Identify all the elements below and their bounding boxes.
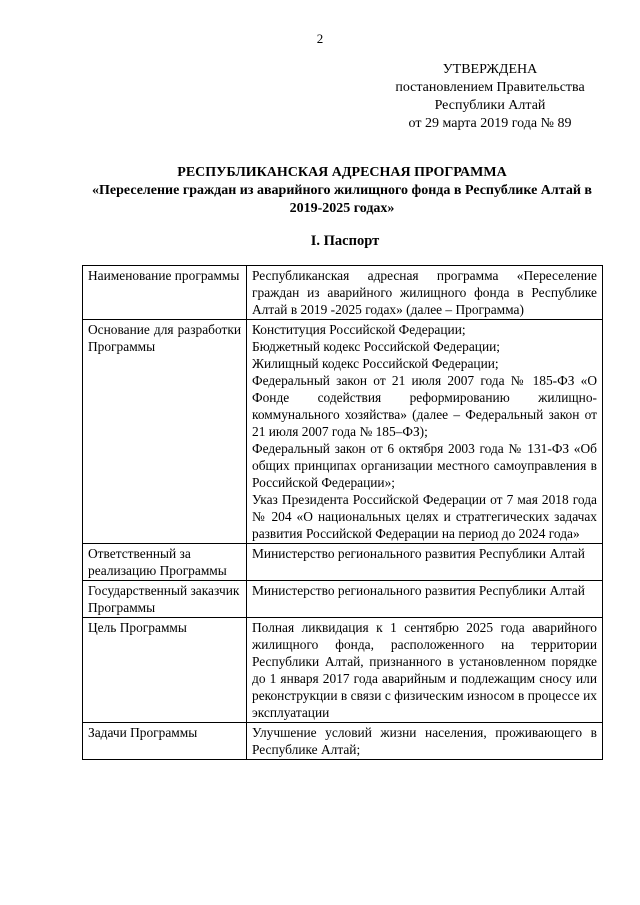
row-value [247,581,603,618]
row-value [247,618,603,723]
table-row [83,581,603,618]
row-value [247,320,603,544]
table-row [83,320,603,544]
value-line: Конституция Российской Федерации; [252,322,466,337]
value-line: Федеральный закон от 21 июля 2007 года № 185-ФЗ «О Фонде содействия реформированию жилищно-коммунального хозяйства» (далее – Федеральный закон от 21 июля 2007 года № 185–ФЗ); [252,373,597,439]
approval-block [364,61,616,133]
section-title: I. Паспорт [310,233,380,249]
row-label: Государственный заказчик Программы [83,581,247,618]
program-title [92,164,592,218]
program-title-subtitle: «Переселение граждан из аварийного жилищного фонда в Республике Алтай в 2019-2025 годах» [92,183,592,216]
row-label: Задачи Программы [83,723,247,760]
row-label: Ответственный за реализацию Программы [83,544,247,581]
passport-table [82,265,603,760]
approval-line: постановлением Правительства [395,80,585,95]
value-line: Министерство регионального развития Республики Алтай [252,546,585,561]
row-label: Основание для разработки Программы [83,320,247,544]
row-label: Наименование программы [83,266,247,320]
value-line: Республиканская адресная программа «Переселение граждан из аварийного жилищного фонда в Республике Алтай в 2019 -2025 годах» (далее – Программа) [252,268,597,317]
approval-line: от 29 марта 2019 года № 89 [408,116,572,131]
table-row [83,544,603,581]
value-line: Жилищный кодекс Российской Федерации; [252,356,499,371]
table-row [83,723,603,760]
value-line: Полная ликвидация к 1 сентябрю 2025 года аварийного жилищного фонда, расположенного на территории Республики Алтай, признанного в установленном порядке до 1 января 2017 года аварийным и подлежащим сносу или реконструкции в связи с физическим износом в процессе их эксплуатации [252,620,597,720]
page-number: 2 [316,31,324,46]
row-value [247,723,603,760]
table-row [83,618,603,723]
value-line: Бюджетный кодекс Российской Федерации; [252,339,501,354]
approval-line: Республики Алтай [434,98,546,113]
row-label: Цель Программы [83,618,247,723]
table-row [83,266,603,320]
row-value [247,266,603,320]
value-line: Федеральный закон от 6 октября 2003 года № 131-ФЗ «Об общих принципах организации местного самоуправления в Российской Федерации»; [252,441,597,490]
value-line: Указ Президента Российской Федерации от 7 мая 2018 года № 204 «О национальных целях и стратгегических задачах развития Российской Федерации на период до 2024 года» [252,492,597,541]
value-line: Улучшение условий жизни населения, проживающего в Республике Алтай; [252,725,597,757]
row-value [247,544,603,581]
approval-line: УТВЕРЖДЕНА [442,62,538,77]
program-title-line: РЕСПУБЛИКАНСКАЯ АДРЕСНАЯ ПРОГРАММА [177,165,507,180]
value-line: Министерство регионального развития Республики Алтай [252,583,585,598]
